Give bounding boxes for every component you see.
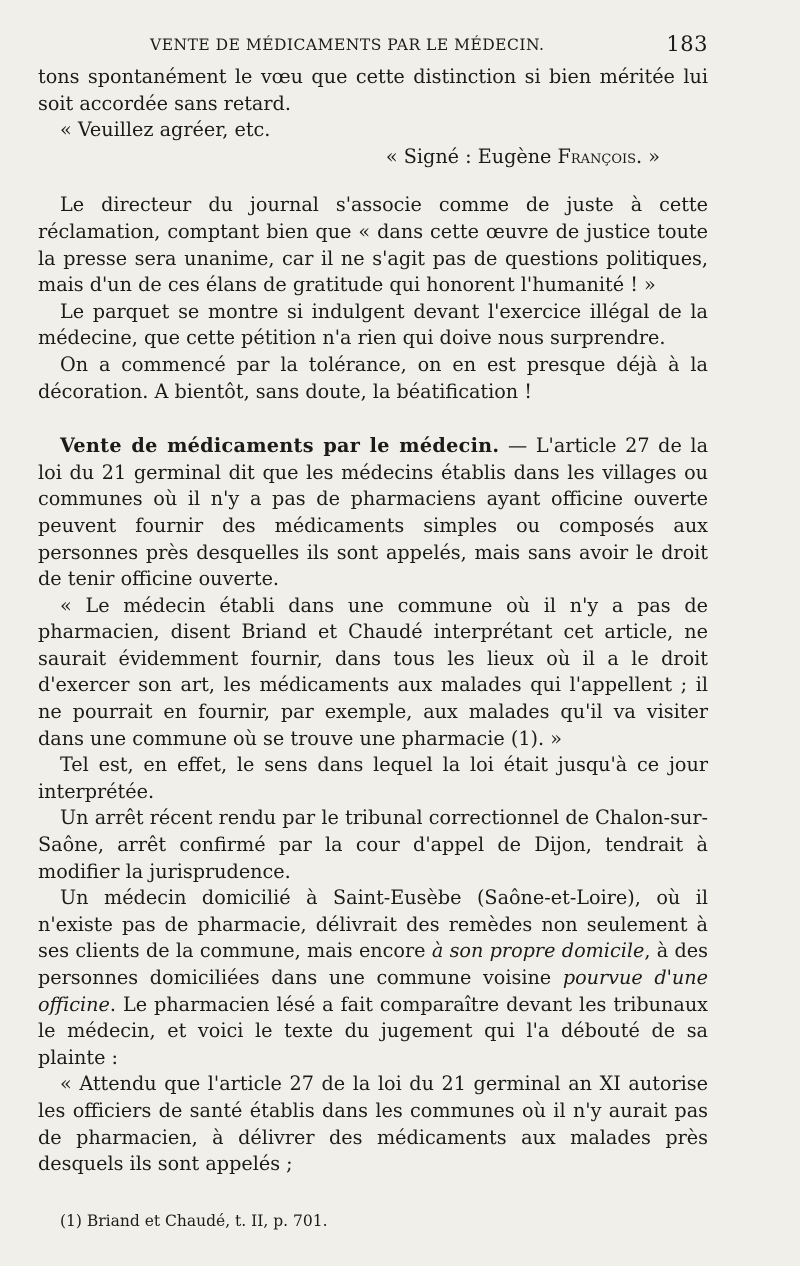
signature-prefix: « Signé : Eugène (385, 144, 552, 168)
paragraph-continuation: tons spontanément le vœu que cette distinction si bien méritée lui soit accordée sans retard. (38, 65, 708, 115)
paragraph: Tel est, en effet, le sens dans lequel la loi était jusqu'à ce jour interprétée. (38, 753, 708, 803)
paragraph: « Attendu que l'article 27 de la loi du 21 germinal an XI autorise les officiers de santé établis dans les communes où il n'y aurait pas de pharmacien, à délivrer des médicaments aux malades près desquels ils sont appelés ; (38, 1072, 708, 1176)
signature-line (38, 144, 708, 171)
section-title: Vente de médicaments par le médecin. (60, 434, 500, 458)
text-run: Un médecin domicilié à Saint-Eusèbe (Saône-et-Loire), où il n'existe pas de pharmacie, délivrait des remèdes non seulement à ses clients de la commune, mais encore (38, 886, 708, 963)
paragraph: On a commencé par la tolérance, on en est presque déjà à la décoration. A bientôt, sans doute, la béatification ! (38, 352, 708, 403)
spacer (38, 405, 708, 433)
running-title: VENTE DE MÉDICAMENTS PAR LE MÉDECIN. (150, 36, 545, 54)
italic-run: pourvue d'une officine (38, 966, 708, 1016)
section-text: — L'article 27 de la loi du 21 germinal dit que les médecins établis dans les villages ou communes où il n'y a pas de pharmaciens ayant officine ouverte peuvent fournir des médicaments simples ou composés aux personnes près desquelles ils sont appelés, mais sans avoir le droit de tenir officine ouverte. (38, 434, 709, 591)
running-header (38, 30, 708, 64)
paragraph: « Le médecin établi dans une commune où il n'y a pas de pharmacien, disent Briand et Chaudé interprétant cet article, ne saurait évidemment fournir, dans tous les lieux où il a le droit d'exercer son art, les médicaments aux malades qui l'appellent ; il ne pourrait en fournir, par exemple, aux malades qu'il va visiter dans une commune où se trouve une pharmacie (1). » (38, 593, 708, 750)
signature-suffix: . » (636, 144, 660, 168)
paragraph: Le parquet se montre si indulgent devant l'exercice illégal de la médecine, que cette pétition n'a rien qui doive nous surprendre. (38, 299, 708, 350)
spacer (38, 170, 708, 192)
text-run: . Le pharmacien lésé a fait comparaître devant les tribunaux le médecin, et voici le texte du jugement qui l'a débouté de sa plainte : (38, 992, 708, 1069)
italic-run: à son propre domicile (431, 939, 645, 963)
paragraph (38, 885, 708, 1071)
paragraph: Un arrêt récent rendu par le tribunal correctionnel de Chalon-sur-Saône, arrêt confirmé par la cour d'appel de Dijon, tendrait à modifier la jurisprudence. (38, 806, 708, 883)
footnote: (1) Briand et Chaudé, t. II, p. 701. (60, 1212, 328, 1230)
signature-name: François (557, 144, 637, 168)
text-run: , à des personnes domiciliées dans une commune voisine (38, 939, 708, 989)
body-text (38, 64, 708, 1178)
paragraph: Le directeur du journal s'associe comme de juste à cette réclamation, comptant bien que « dans cette œuvre de justice toute la presse sera unanime, car il ne s'agit pas de questions politiques, mais d'un de ces élans de gratitude qui honorent l'humanité ! » (38, 193, 708, 297)
page-number: 183 (666, 32, 708, 56)
section-paragraph (38, 433, 708, 593)
paragraph-closing: « Veuillez agréer, etc. (60, 118, 271, 142)
